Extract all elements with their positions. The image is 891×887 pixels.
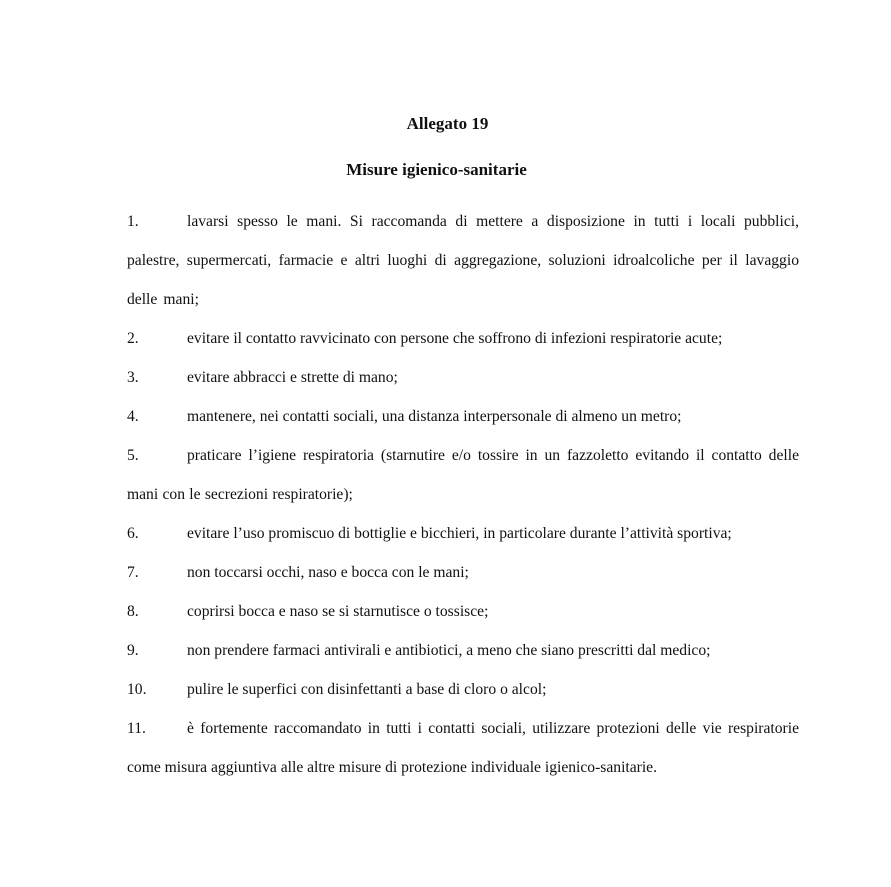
item-number: 9. [127, 642, 139, 659]
item-number: 3. [127, 369, 139, 386]
list-item [127, 670, 799, 709]
item-text: coprirsi bocca e naso se si starnutisce o tossisce; [187, 603, 489, 620]
list-item [127, 397, 799, 436]
list-item [127, 592, 799, 631]
item-number: 1. [127, 213, 139, 230]
item-text: evitare l’uso promiscuo di bottiglie e bicchieri, in particolare durante l’attività sportiva; [187, 525, 732, 542]
list-item [127, 631, 799, 670]
item-text: lavarsi spesso le mani. Si raccomanda di mettere a disposizione in tutti i locali pubblici, palestre, supermercati, farmacie e altri luoghi di aggregazione, soluzioni idroalcoliche per il lavaggio delle mani; [127, 213, 799, 308]
list-item [127, 358, 799, 397]
item-text: pulire le superfici con disinfettanti a base di cloro o alcol; [187, 681, 547, 698]
item-text: praticare l’igiene respiratoria (starnutire e/o tossire in un fazzoletto evitando il contatto delle mani con le secrezioni respiratorie); [127, 447, 799, 503]
list-item [127, 514, 799, 553]
item-number: 7. [127, 564, 139, 581]
item-number: 10. [127, 681, 147, 698]
item-text: evitare il contatto ravvicinato con persone che soffrono di infezioni respiratorie acute; [187, 330, 723, 347]
measures-list [127, 202, 799, 787]
item-number: 4. [127, 408, 139, 425]
item-text: non prendere farmaci antivirali e antibiotici, a meno che siano prescritti dal medico; [187, 642, 711, 659]
item-number: 2. [127, 330, 139, 347]
item-text: non toccarsi occhi, naso e bocca con le mani; [187, 564, 469, 581]
item-text: mantenere, nei contatti sociali, una distanza interpersonale di almeno un metro; [187, 408, 682, 425]
list-item [127, 319, 799, 358]
item-number: 11. [127, 720, 146, 737]
item-text: evitare abbracci e strette di mano; [187, 369, 398, 386]
annex-title: Allegato 19 [406, 114, 489, 133]
document-subtitle: Misure igienico-sanitarie [346, 160, 527, 179]
item-number: 8. [127, 603, 139, 620]
item-number: 5. [127, 447, 139, 464]
list-item [127, 553, 799, 592]
list-item [127, 202, 799, 319]
item-number: 6. [127, 525, 139, 542]
item-text: è fortemente raccomandato in tutti i contatti sociali, utilizzare protezioni delle vie respiratorie come misura aggiuntiva alle altre misure di protezione individuale igienico-sanitarie. [127, 720, 799, 776]
list-item [127, 709, 799, 787]
list-item [127, 436, 799, 514]
